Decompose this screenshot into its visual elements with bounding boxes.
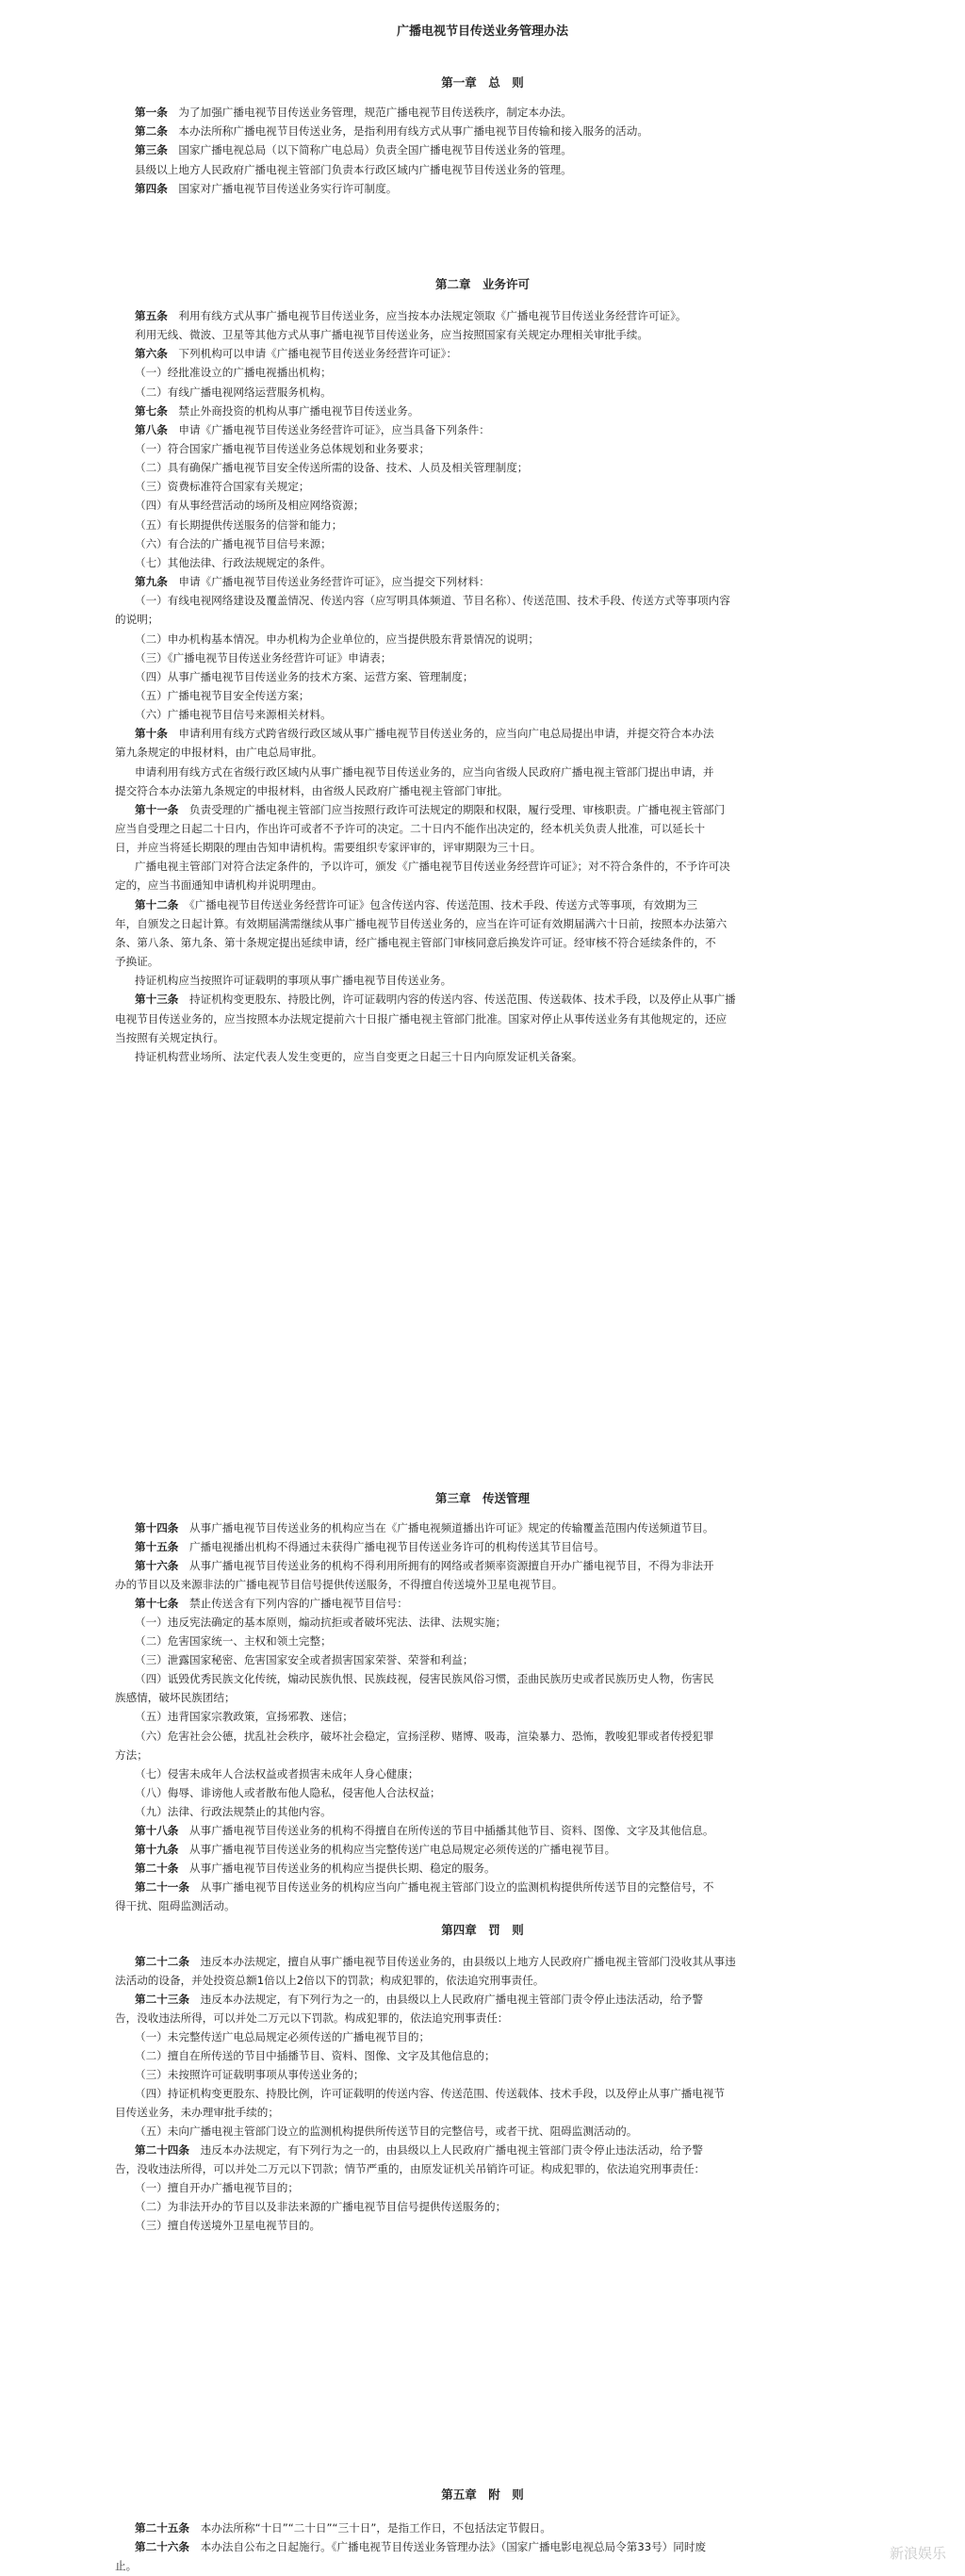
article-text: 告，没收违法所得，可以并处二万元以下罚款；情节严重的，由原发证机关吊销许可证。构成犯罪的，依法追究刑事责任： xyxy=(115,2162,706,2175)
article xyxy=(135,575,490,588)
article-label: 第十九条 xyxy=(135,1843,179,1856)
article xyxy=(135,2521,551,2535)
article-text: 利用无线、微波、卫星等其他方式从事广播电视节目传送业务，应当按照国家有关规定办理相关审批手续。 xyxy=(135,328,648,341)
article-text: 利用有线方式从事广播电视节目传送业务，应当按本办法规定领取《广播电视节目传送业务经营许可证》。 xyxy=(178,309,687,322)
paragraph-line xyxy=(135,163,572,176)
article-label: 第十七条 xyxy=(135,1597,179,1610)
paragraph-line xyxy=(135,1050,582,1063)
paragraph-line xyxy=(115,1899,236,1912)
article xyxy=(135,1559,714,1572)
paragraph-line xyxy=(135,765,713,779)
watermark: 新浪娱乐 xyxy=(889,2545,946,2562)
paragraph-line xyxy=(135,2087,725,2100)
paragraph-line xyxy=(135,1672,713,1685)
article-text: 本办法自公布之日起施行。《广播电视节目传送业务管理办法》（国家广播电影电视总局令第33号）同时废 xyxy=(200,2540,707,2553)
paragraph-line xyxy=(135,556,332,569)
paragraph-line xyxy=(135,974,451,987)
article-label: 第二十五条 xyxy=(135,2521,189,2535)
article-text: 予换证。 xyxy=(115,955,159,968)
article-text: 日，并应当将延长期限的理由告知申请机构。需要组织专家评审的，评审期限为三十日。 xyxy=(115,841,542,854)
paragraph-line xyxy=(115,2162,705,2175)
article-text: 负责受理的广播电视主管部门应当按照行政许可法规定的期限和权限，履行受理、审核职责。广播电视主管部门 xyxy=(189,803,726,816)
article-text: 电视节目传送业务的，应当按照本办法规定提前六十日报广播电视主管部门批准。国家对停止从事传送业务有其他规定的，还应 xyxy=(115,1012,728,1025)
article-label: 第六条 xyxy=(135,347,168,360)
article-text: 持证机构应当按照许可证载明的事项从事广播电视节目传送业务。 xyxy=(135,974,452,987)
paragraph-line xyxy=(115,2559,137,2572)
paragraph-line xyxy=(135,1805,332,1818)
paragraph-line xyxy=(135,2219,320,2232)
paragraph-line xyxy=(115,822,705,835)
article-text: 从事广播电视节目传送业务的机构不得擅自在所传送的节目中插播其他节目、资料、图像、文字及其他信息。 xyxy=(189,1824,714,1837)
article-text: 《广播电视节目传送业务经营许可证》包含传送内容、传送范围、技术手段、传送方式等事项，有效期为三 xyxy=(189,898,698,911)
article-text: 应当自受理之日起二十日内，作出许可或者不予许可的决定。二十日内不能作出决定的，经本机关负责人批准，可以延长十 xyxy=(115,822,706,835)
article-text: 持证机构变更股东、持股比例，许可证载明内容的传送内容、传送范围、传送载体、技术手段，以及停止从事广播 xyxy=(189,993,736,1006)
article-text: 从事广播电视节目传送业务的机构应当在《广播电视频道播出许可证》规定的传输覆盖范围内传送频道节目。 xyxy=(189,1521,714,1534)
paragraph-line xyxy=(135,480,310,493)
article xyxy=(135,423,490,436)
paragraph-line xyxy=(135,2200,506,2213)
article-text: （九）法律、行政法规禁止的其他内容。 xyxy=(135,1805,332,1818)
article-text: 第九条规定的申报材料，由广电总局审批。 xyxy=(115,746,323,759)
article-text: （一）未完整传送广电总局规定必须传送的广播电视节目的； xyxy=(135,2030,431,2043)
article-text: 本办法所称“十日”“二十日”“三十日”，是指工作日，不包括法定节假日。 xyxy=(200,2521,551,2535)
paragraph-line xyxy=(115,1748,148,1762)
article xyxy=(135,1521,714,1534)
article-text: 得干扰、阻碍监测活动。 xyxy=(115,1899,236,1912)
article-label: 第二十条 xyxy=(135,1862,179,1875)
article-label: 第十二条 xyxy=(135,898,179,911)
article-text: 广播电视主管部门对符合法定条件的，予以许可，颁发《广播电视节目传送业务经营许可证》；对不符合条件的，不予许可决 xyxy=(135,860,730,873)
article xyxy=(135,1540,605,1553)
article-text: 目传送业务，未办理审批手续的； xyxy=(115,2106,279,2119)
article-text: 从事广播电视节目传送业务的机构应当完整传送广电总局规定必须传送的广播电视节目。 xyxy=(189,1843,616,1856)
paragraph-line xyxy=(135,708,332,721)
article-text: 定的，应当书面通知申请机构并说明理由。 xyxy=(115,878,323,892)
article-label: 第十一条 xyxy=(135,803,179,816)
paragraph-line xyxy=(135,651,391,665)
article-label: 第二十一条 xyxy=(135,1880,189,1894)
article-text: 从事广播电视节目传送业务的机构应当向广播电视主管部门设立的监测机构提供所传送节目的完整信号，不 xyxy=(200,1880,714,1894)
article-text: （一）违反宪法确定的基本原则，煽动抗拒或者破坏宪法、法律、法规实施； xyxy=(135,1616,507,1629)
article-text: 的说明； xyxy=(115,613,159,626)
article-label: 第二十二条 xyxy=(135,1955,189,1968)
article-text: 提交符合本办法第九条规定的申报材料，由省级人民政府广播电视主管部门审批。 xyxy=(115,784,509,797)
article-text: 违反本办法规定，有下列行为之一的，由县级以上人民政府广播电视主管部门责令停止违法活动，给予警 xyxy=(200,1993,703,2006)
paragraph-line xyxy=(135,1634,332,1648)
article-text: （四）诋毁优秀民族文化传统，煽动民族仇恨、民族歧视，侵害民族风俗习惯，歪曲民族历史或者民族历史人物，伤害民 xyxy=(135,1672,714,1685)
article-text: （四）从事广播电视节目传送业务的技术方案、运营方案、管理制度； xyxy=(135,670,474,683)
article-text: （三）资费标准符合国家有关规定； xyxy=(135,480,310,493)
article xyxy=(135,347,457,360)
chapter-heading: 第四章 罚 则 xyxy=(441,1923,524,1937)
article-text: （五）广播电视节目安全传送方案； xyxy=(135,689,310,702)
article-text: （一）经批准设立的广播电视播出机构； xyxy=(135,366,332,379)
paragraph-line xyxy=(115,841,541,854)
article-label: 第二条 xyxy=(135,124,168,138)
article-text: 持证机构营业场所、法定代表人发生变更的，应当自变更之日起三十日内向原发证机关备案。 xyxy=(135,1050,583,1063)
article-text: 族感情，破坏民族团结； xyxy=(115,1691,236,1704)
article-text: 法活动的设备，并处投资总额1倍以上2倍以下的罚款；构成犯罪的，依法追究刑事责任。 xyxy=(115,1974,545,1987)
article-text: 违反本办法规定，有下列行为之一的，由县级以上人民政府广播电视主管部门责令停止违法活动，给予警 xyxy=(200,2143,703,2157)
article-text: 县级以上地方人民政府广播电视主管部门负责本行政区域内广播电视节目传送业务的管理。 xyxy=(135,163,572,176)
paragraph-line xyxy=(115,2011,508,2025)
paragraph-line xyxy=(135,2125,637,2138)
article xyxy=(135,1824,714,1837)
chapter-heading: 第一章 总 则 xyxy=(441,75,524,90)
article-text: （七）其他法律、行政法规规定的条件。 xyxy=(135,556,332,569)
article-text: 当按照有关规定执行。 xyxy=(115,1031,224,1044)
article xyxy=(135,1880,714,1894)
article-text: （二）具有确保广播电视节目安全传送所需的设备、技术、人员及相关管理制度； xyxy=(135,461,529,474)
article-text: （六）有合法的广播电视节目信号来源； xyxy=(135,537,332,550)
paragraph-line xyxy=(115,613,158,626)
article-label: 第十条 xyxy=(135,727,168,740)
paragraph-line xyxy=(135,632,539,646)
article-text: 禁止传送含有下列内容的广播电视节目信号： xyxy=(189,1597,408,1610)
article xyxy=(135,898,697,911)
paragraph-line xyxy=(135,386,332,399)
article-text: （六）危害社会公德，扰乱社会秩序，破坏社会稳定，宣扬淫秽、赌博、吸毒，渲染暴力、恐怖，教唆犯罪或者传授犯罪 xyxy=(135,1730,714,1743)
paragraph-line xyxy=(115,1578,563,1591)
article-label: 第十五条 xyxy=(135,1540,179,1553)
paragraph-line xyxy=(135,689,310,702)
paragraph-line xyxy=(115,1012,727,1025)
article xyxy=(135,1597,408,1610)
article xyxy=(135,404,418,418)
paragraph-line xyxy=(115,917,727,930)
article xyxy=(135,1955,736,1968)
article-text: 从事广播电视节目传送业务的机构不得利用所拥有的网络或者频率资源擅自开办广播电视节目，不得为非法开 xyxy=(189,1559,714,1572)
article-text: （四）有从事经营活动的场所及相应网络资源； xyxy=(135,499,365,512)
article-text: 国家对广播电视节目传送业务实行许可制度。 xyxy=(178,182,398,195)
article-text: （三）《广播电视节目传送业务经营许可证》申请表； xyxy=(135,651,392,665)
article-text: 告，没收违法所得，可以并处二万元以下罚款。构成犯罪的，依法追究刑事责任： xyxy=(115,2011,509,2025)
chapter-heading: 第五章 附 则 xyxy=(441,2487,524,2502)
paragraph-line xyxy=(135,1767,418,1780)
article xyxy=(135,143,572,156)
article-text: 下列机构可以申请《广播电视节目传送业务经营许可证》： xyxy=(178,347,458,360)
article-label: 第十四条 xyxy=(135,1521,179,1534)
article xyxy=(135,124,648,138)
article-label: 第七条 xyxy=(135,404,168,418)
paragraph-line xyxy=(135,499,364,512)
article xyxy=(135,727,714,740)
article-label: 第九条 xyxy=(135,575,168,588)
article xyxy=(135,106,572,119)
article-label: 第四条 xyxy=(135,182,168,195)
article xyxy=(135,993,736,1006)
paragraph-line xyxy=(115,936,716,949)
paragraph-line xyxy=(115,1691,236,1704)
chapter-heading: 第二章 业务许可 xyxy=(434,277,530,291)
paragraph-line xyxy=(135,518,342,532)
article-text: （二）擅自在所传送的节目中插播节目、资料、图像、文字及其他信息的； xyxy=(135,2049,496,2062)
article-text: 广播电视播出机构不得通过未获得广播电视节目传送业务许可的机构传送其节目信号。 xyxy=(189,1540,605,1553)
paragraph-line xyxy=(135,1786,441,1799)
article-label: 第十六条 xyxy=(135,1559,179,1572)
article-text: （三）泄露国家秘密、危害国家安全或者损害国家荣誉、荣誉和利益； xyxy=(135,1653,474,1666)
paragraph-line xyxy=(135,1730,713,1743)
article-label: 第三条 xyxy=(135,143,168,156)
paragraph-line xyxy=(135,2181,299,2194)
article-label: 第十八条 xyxy=(135,1824,179,1837)
article xyxy=(135,309,687,322)
article-text: （一）擅自开办广播电视节目的； xyxy=(135,2181,299,2194)
paragraph-line xyxy=(115,746,322,759)
article-text: 申请《广播电视节目传送业务经营许可证》，应当提交下列材料： xyxy=(178,575,490,588)
article-text: （三）未按照许可证载明事项从事传送业务的； xyxy=(135,2068,365,2081)
paragraph-line xyxy=(135,1616,506,1629)
article-text: （五）有长期提供传送服务的信誉和能力； xyxy=(135,518,343,532)
article-text: 年，自颁发之日起计算。有效期届满需继续从事广播电视节目传送业务的，应当在许可证有效期届满六十日前，按照本办法第六 xyxy=(115,917,728,930)
article-text: 禁止外商投资的机构从事广播电视节目传送业务。 xyxy=(178,404,419,418)
article-label: 第八条 xyxy=(135,423,168,436)
article-text: （八）侮辱、诽谤他人或者散布他人隐私，侵害他人合法权益； xyxy=(135,1786,441,1799)
article-text: 本办法所称广播电视节目传送业务，是指利用有线方式从事广播电视节目传输和接入服务的活动。 xyxy=(178,124,648,138)
paragraph-line xyxy=(135,1710,353,1723)
paragraph-line xyxy=(115,955,158,968)
article-text: 申请利用有线方式在省级行政区域内从事广播电视节目传送业务的，应当向省级人民政府广播电视主管部门提出申请，并 xyxy=(135,765,714,779)
article-text: （六）广播电视节目信号来源相关材料。 xyxy=(135,708,332,721)
article-text: （一）有线电视网络建设及覆盖情况、传送内容（应写明具体频道、节目名称）、传送范围、技术手段、传送方式等事项内容 xyxy=(135,594,730,607)
paragraph-line xyxy=(135,537,332,550)
article xyxy=(135,1843,615,1856)
article xyxy=(135,803,725,816)
article-label: 第二十四条 xyxy=(135,2143,189,2157)
article-text: （四）持证机构变更股东、持股比例，许可证载明的传送内容、传送范围、传送载体、技术手段，以及停止从事广播电视节 xyxy=(135,2087,726,2100)
article xyxy=(135,2143,703,2157)
paragraph-line xyxy=(135,594,730,607)
paragraph-line xyxy=(135,1653,473,1666)
chapter-heading: 第三章 传送管理 xyxy=(434,1491,530,1505)
article-text: 违反本办法规定，擅自从事广播电视节目传送业务的，由县级以上地方人民政府广播电视主管部门没收其从事违 xyxy=(200,1955,736,1968)
article xyxy=(135,1862,496,1875)
article-label: 第二十三条 xyxy=(135,1993,189,2006)
article-label: 第五条 xyxy=(135,309,168,322)
article-text: （五）违背国家宗教政策，宣扬邪教、迷信； xyxy=(135,1710,353,1723)
article-text: （五）未向广播电视主管部门设立的监测机构提供所传送节目的完整信号，或者干扰、阻碍监测活动的。 xyxy=(135,2125,638,2138)
article-text: 从事广播电视节目传送业务的机构应当提供长期、稳定的服务。 xyxy=(189,1862,496,1875)
paragraph-line xyxy=(135,442,430,455)
paragraph-line xyxy=(135,328,648,341)
article xyxy=(135,1993,703,2006)
article-text: 申请利用有线方式跨省级行政区域从事广播电视节目传送业务的，应当向广电总局提出申请，并提交符合本办法 xyxy=(178,727,714,740)
paragraph-line xyxy=(115,2106,279,2119)
article-text: （二）有线广播电视网络运营服务机构。 xyxy=(135,386,332,399)
article-text: （二）危害国家统一、主权和领土完整； xyxy=(135,1634,332,1648)
paragraph-line xyxy=(115,1974,544,1987)
paragraph-line xyxy=(135,2030,430,2043)
article-text: （七）侵害未成年人合法权益或者损害未成年人身心健康； xyxy=(135,1767,419,1780)
article-text: 办的节目以及来源非法的广播电视节目信号提供传送服务，不得擅自传送境外卫星电视节目。 xyxy=(115,1578,564,1591)
article-text: （一）符合国家广播电视节目传送业务总体规划和业务要求； xyxy=(135,442,431,455)
paragraph-line xyxy=(135,670,473,683)
article-label: 第十三条 xyxy=(135,993,179,1006)
article-text: 申请《广播电视节目传送业务经营许可证》，应当具备下列条件： xyxy=(178,423,490,436)
paragraph-line xyxy=(115,878,322,892)
article-text: 止。 xyxy=(115,2559,138,2572)
article-text: 条、第八条、第九条、第十条规定提出延续申请，经广播电视主管部门审核同意后换发许可证。经审核不符合延续条件的，不 xyxy=(115,936,716,949)
article-label: 第一条 xyxy=(135,106,168,119)
article-label: 第二十六条 xyxy=(135,2540,189,2553)
article-text: （二）申办机构基本情况。申办机构为企业单位的，应当提供股东背景情况的说明； xyxy=(135,632,539,646)
paragraph-line xyxy=(135,2068,364,2081)
paragraph-line xyxy=(135,461,528,474)
article xyxy=(135,182,397,195)
paragraph-line xyxy=(115,1031,224,1044)
article-text: （三）擅自传送境外卫星电视节目的。 xyxy=(135,2219,321,2232)
document-title: 广播电视节目传送业务管理办法 xyxy=(396,25,568,39)
article xyxy=(135,2540,706,2553)
article-text: （二）为非法开办的节目以及非法来源的广播电视节目信号提供传送服务的； xyxy=(135,2200,507,2213)
article-text: 为了加强广播电视节目传送业务管理，规范广播电视节目传送秩序，制定本办法。 xyxy=(178,106,572,119)
paragraph-line xyxy=(135,860,730,873)
paragraph-line xyxy=(135,2049,496,2062)
article-text: 方法； xyxy=(115,1748,148,1762)
paragraph-line xyxy=(135,366,332,379)
paragraph-line xyxy=(115,784,508,797)
article-text: 国家广播电视总局（以下简称广电总局）负责全国广播电视节目传送业务的管理。 xyxy=(178,143,572,156)
